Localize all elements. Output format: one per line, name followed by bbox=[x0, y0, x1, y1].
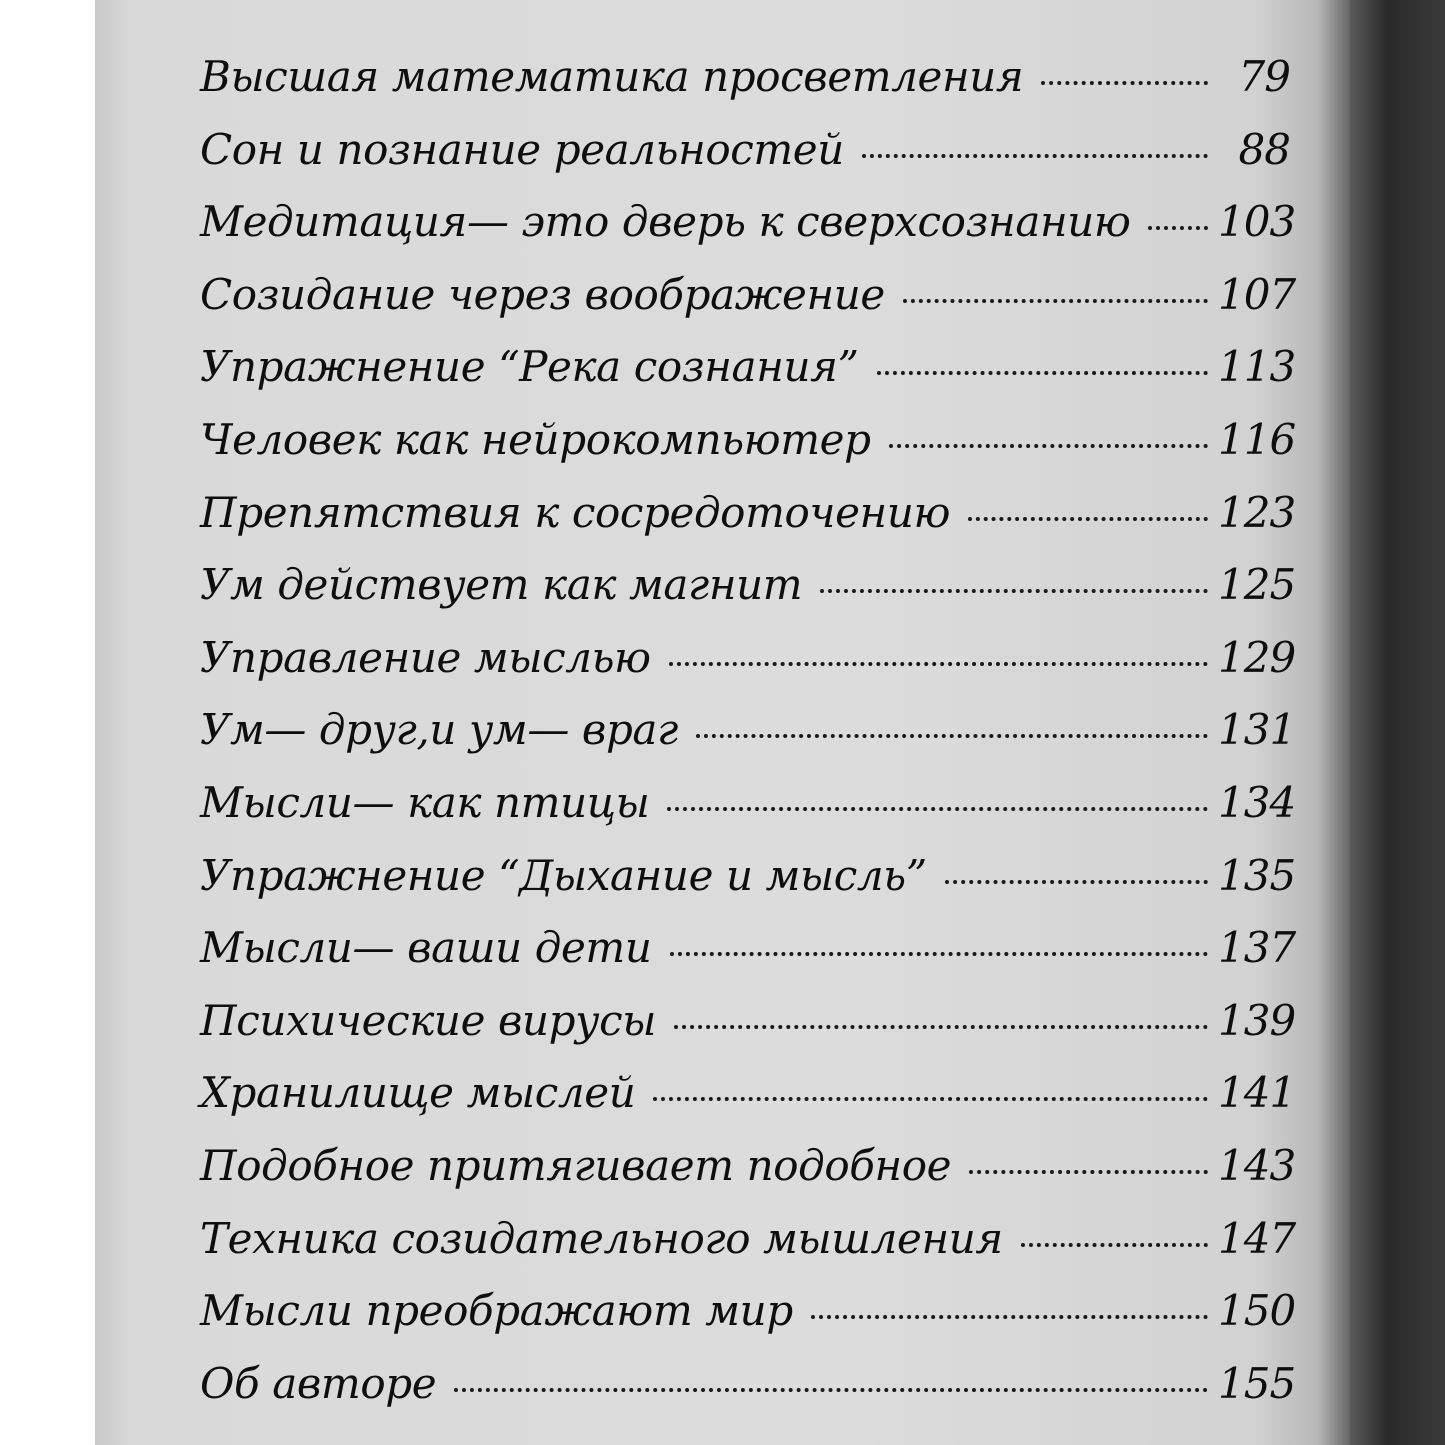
dot-leader bbox=[696, 734, 1208, 738]
toc-entry-page: 88 bbox=[1238, 124, 1290, 174]
toc-entry bbox=[200, 1286, 1296, 1359]
toc-entry-title: Мысли— как птицы bbox=[200, 777, 650, 827]
toc-entry bbox=[200, 125, 1290, 198]
dot-leader bbox=[820, 589, 1208, 593]
toc-entry-page: 147 bbox=[1218, 1213, 1296, 1263]
toc-entry-title: Человек как нейрокомпьютер bbox=[200, 414, 871, 464]
toc-entry bbox=[200, 777, 1296, 851]
toc-entry bbox=[200, 705, 1296, 778]
toc-entry-title: Техника созидательного мышления bbox=[200, 1213, 1003, 1263]
toc-entry bbox=[200, 342, 1296, 415]
toc-entry-title: Ум действует как магнит bbox=[200, 560, 803, 610]
dot-leader bbox=[1148, 226, 1208, 230]
toc-entry-title: Мысли преображают мир bbox=[200, 1286, 793, 1336]
toc-entry-page: 131 bbox=[1218, 705, 1296, 755]
dot-leader bbox=[862, 154, 1208, 158]
toc-entry-page: 135 bbox=[1218, 850, 1296, 900]
toc-entry-title: Упражнение “Дыхание и мысль” bbox=[200, 850, 927, 900]
toc-entry-page: 141 bbox=[1218, 1068, 1296, 1118]
toc-entry bbox=[200, 52, 1290, 125]
dot-leader bbox=[670, 952, 1209, 956]
toc-entry bbox=[200, 850, 1296, 924]
dot-leader bbox=[669, 662, 1208, 666]
toc-entry-title: Подобное притягивает подобное bbox=[200, 1140, 952, 1190]
dot-leader bbox=[653, 1097, 1208, 1101]
toc-entry bbox=[200, 1068, 1296, 1141]
toc-entry-page: 79 bbox=[1238, 52, 1290, 101]
toc-entry-title: Мысли— ваши дети bbox=[200, 923, 652, 973]
dot-leader bbox=[1041, 81, 1208, 85]
dot-leader bbox=[903, 299, 1208, 303]
toc-entry-page: 150 bbox=[1218, 1286, 1296, 1336]
toc-entry-title: Хранилище мыслей bbox=[200, 1068, 636, 1118]
toc-entry-title: Медитация— это дверь к сверхсознанию bbox=[200, 197, 1131, 247]
toc-entry-page: 155 bbox=[1218, 1358, 1296, 1408]
toc-entry-title: Препятствия к сосредоточению bbox=[200, 487, 951, 537]
toc-entry bbox=[200, 1140, 1296, 1214]
toc-entry-title: Созидание через воображение bbox=[200, 269, 885, 319]
toc-entry bbox=[200, 269, 1296, 343]
dot-leader bbox=[667, 807, 1208, 811]
dot-leader bbox=[811, 1315, 1208, 1319]
dot-leader bbox=[674, 1025, 1208, 1029]
table-of-contents bbox=[200, 52, 1296, 1431]
dot-leader bbox=[1021, 1243, 1208, 1247]
toc-entry-page: 129 bbox=[1218, 632, 1296, 682]
dot-leader bbox=[877, 371, 1208, 375]
spine-shadow bbox=[1350, 0, 1445, 1445]
toc-entry-title: Управление мыслью bbox=[200, 632, 651, 682]
dot-leader bbox=[945, 880, 1208, 884]
toc-entry bbox=[200, 632, 1296, 706]
toc-entry-title: Ум— друг,и ум— враг bbox=[200, 705, 678, 755]
toc-entry-title: Высшая математика просветления bbox=[200, 52, 1024, 101]
toc-entry-page: 143 bbox=[1218, 1140, 1296, 1190]
toc-entry-page: 103 bbox=[1218, 197, 1296, 247]
toc-entry-page: 107 bbox=[1218, 269, 1296, 319]
toc-entry bbox=[200, 560, 1296, 633]
toc-entry-page: 113 bbox=[1218, 342, 1296, 392]
dot-leader bbox=[968, 517, 1208, 521]
toc-entry bbox=[200, 995, 1296, 1069]
toc-entry bbox=[200, 1213, 1296, 1287]
toc-entry-title: Об авторе bbox=[200, 1358, 437, 1408]
dot-leader bbox=[969, 1170, 1208, 1174]
toc-entry-page: 139 bbox=[1218, 995, 1296, 1045]
toc-entry-title: Сон и познание реальностей bbox=[200, 124, 844, 174]
dot-leader bbox=[889, 444, 1208, 448]
toc-entry bbox=[200, 923, 1296, 996]
toc-entry-title: Упражнение “Река сознания” bbox=[200, 342, 859, 392]
toc-entry-page: 125 bbox=[1218, 560, 1296, 610]
toc-entry-title: Психические вирусы bbox=[200, 995, 657, 1045]
toc-entry bbox=[200, 197, 1296, 270]
toc-entry bbox=[200, 487, 1296, 561]
toc-entry-page: 123 bbox=[1218, 487, 1296, 537]
dot-leader bbox=[454, 1388, 1208, 1392]
toc-entry-page: 116 bbox=[1218, 414, 1296, 464]
toc-entry bbox=[200, 1358, 1296, 1432]
toc-entry-page: 137 bbox=[1218, 923, 1296, 973]
toc-entry bbox=[200, 414, 1296, 488]
toc-entry-page: 134 bbox=[1218, 777, 1296, 827]
